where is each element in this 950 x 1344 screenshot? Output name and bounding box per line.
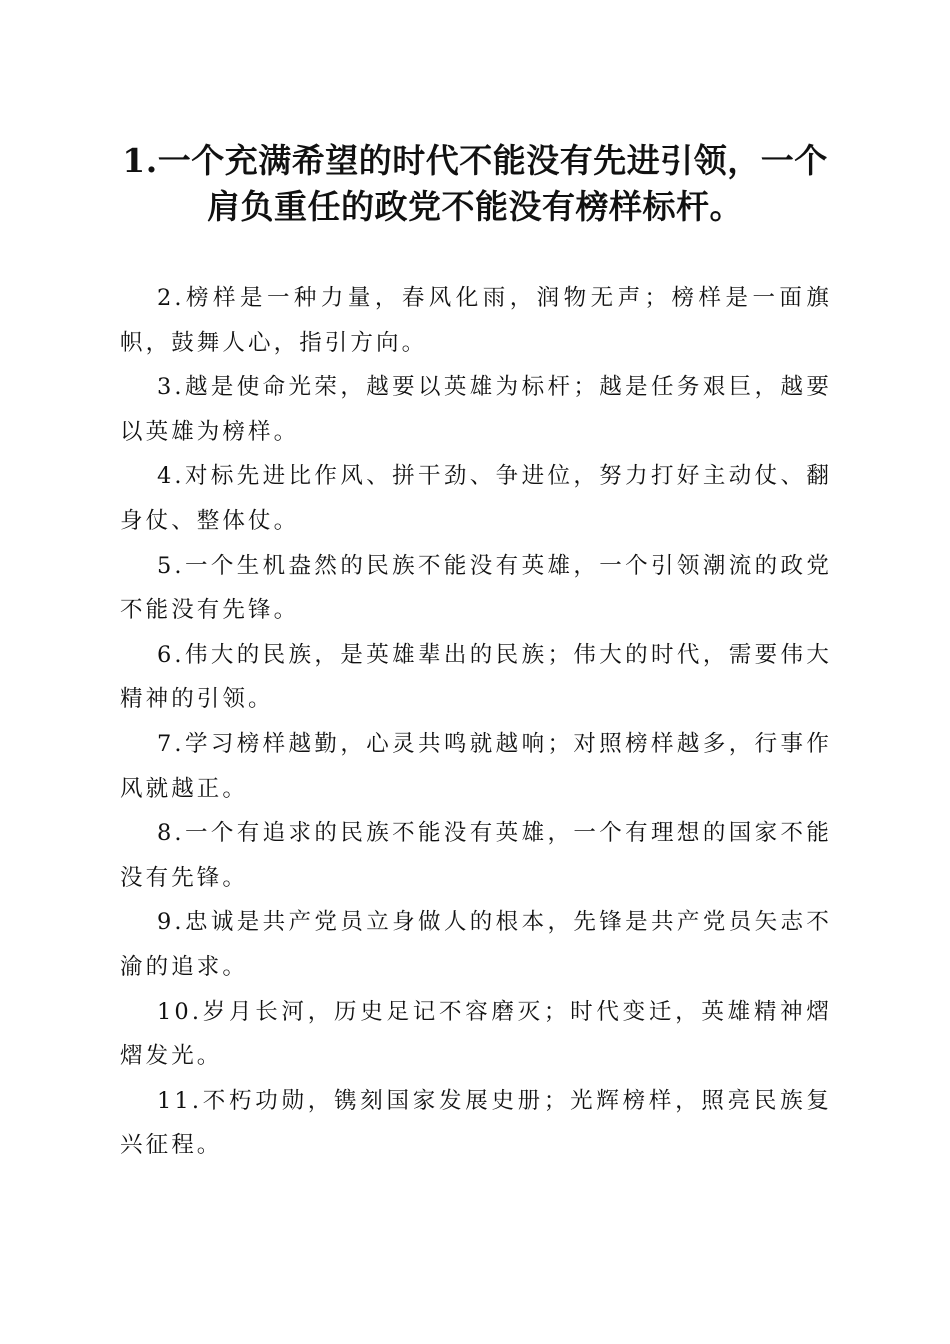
quote-item: 5.一个生机盎然的民族不能没有英雄，一个引领潮流的政党不能没有先锋。	[120, 552, 832, 624]
quote-item: 3.越是使命光荣，越要以英雄为标杆；越是任务艰巨，越要以英雄为榜样。	[120, 374, 832, 445]
quote-item: 4.对标先进比作风、拼干劲、争进位，努力打好主动仗、翻身仗、整体仗。	[120, 463, 832, 534]
quote-list	[120, 276, 832, 1168]
quote-item: 9.忠诚是共产党员立身做人的根本，先锋是共产党员矢志不渝的追求。	[120, 909, 832, 980]
quote-item: 10.岁月长河，历史足记不容磨灭；时代变迁，英雄精神熠熠发光。	[120, 998, 832, 1070]
document-title: 1.一个充满希望的时代不能没有先进引领，一个肩负重任的政党不能没有榜样标杆。	[122, 141, 828, 226]
quote-item: 11.不朽功勋，镌刻国家发展史册；光辉榜样，照亮民族复兴征程。	[120, 1087, 832, 1159]
quote-item: 7.学习榜样越勤，心灵共鸣就越响；对照榜样越多，行事作风就越正。	[120, 730, 832, 802]
quote-item: 8.一个有追求的民族不能没有英雄，一个有理想的国家不能没有先锋。	[120, 820, 832, 891]
quote-item: 2.榜样是一种力量，春风化雨，润物无声；榜样是一面旗帜，鼓舞人心，指引方向。	[120, 285, 832, 356]
quote-item: 6.伟大的民族，是英雄辈出的民族；伟大的时代，需要伟大精神的引领。	[120, 641, 832, 713]
